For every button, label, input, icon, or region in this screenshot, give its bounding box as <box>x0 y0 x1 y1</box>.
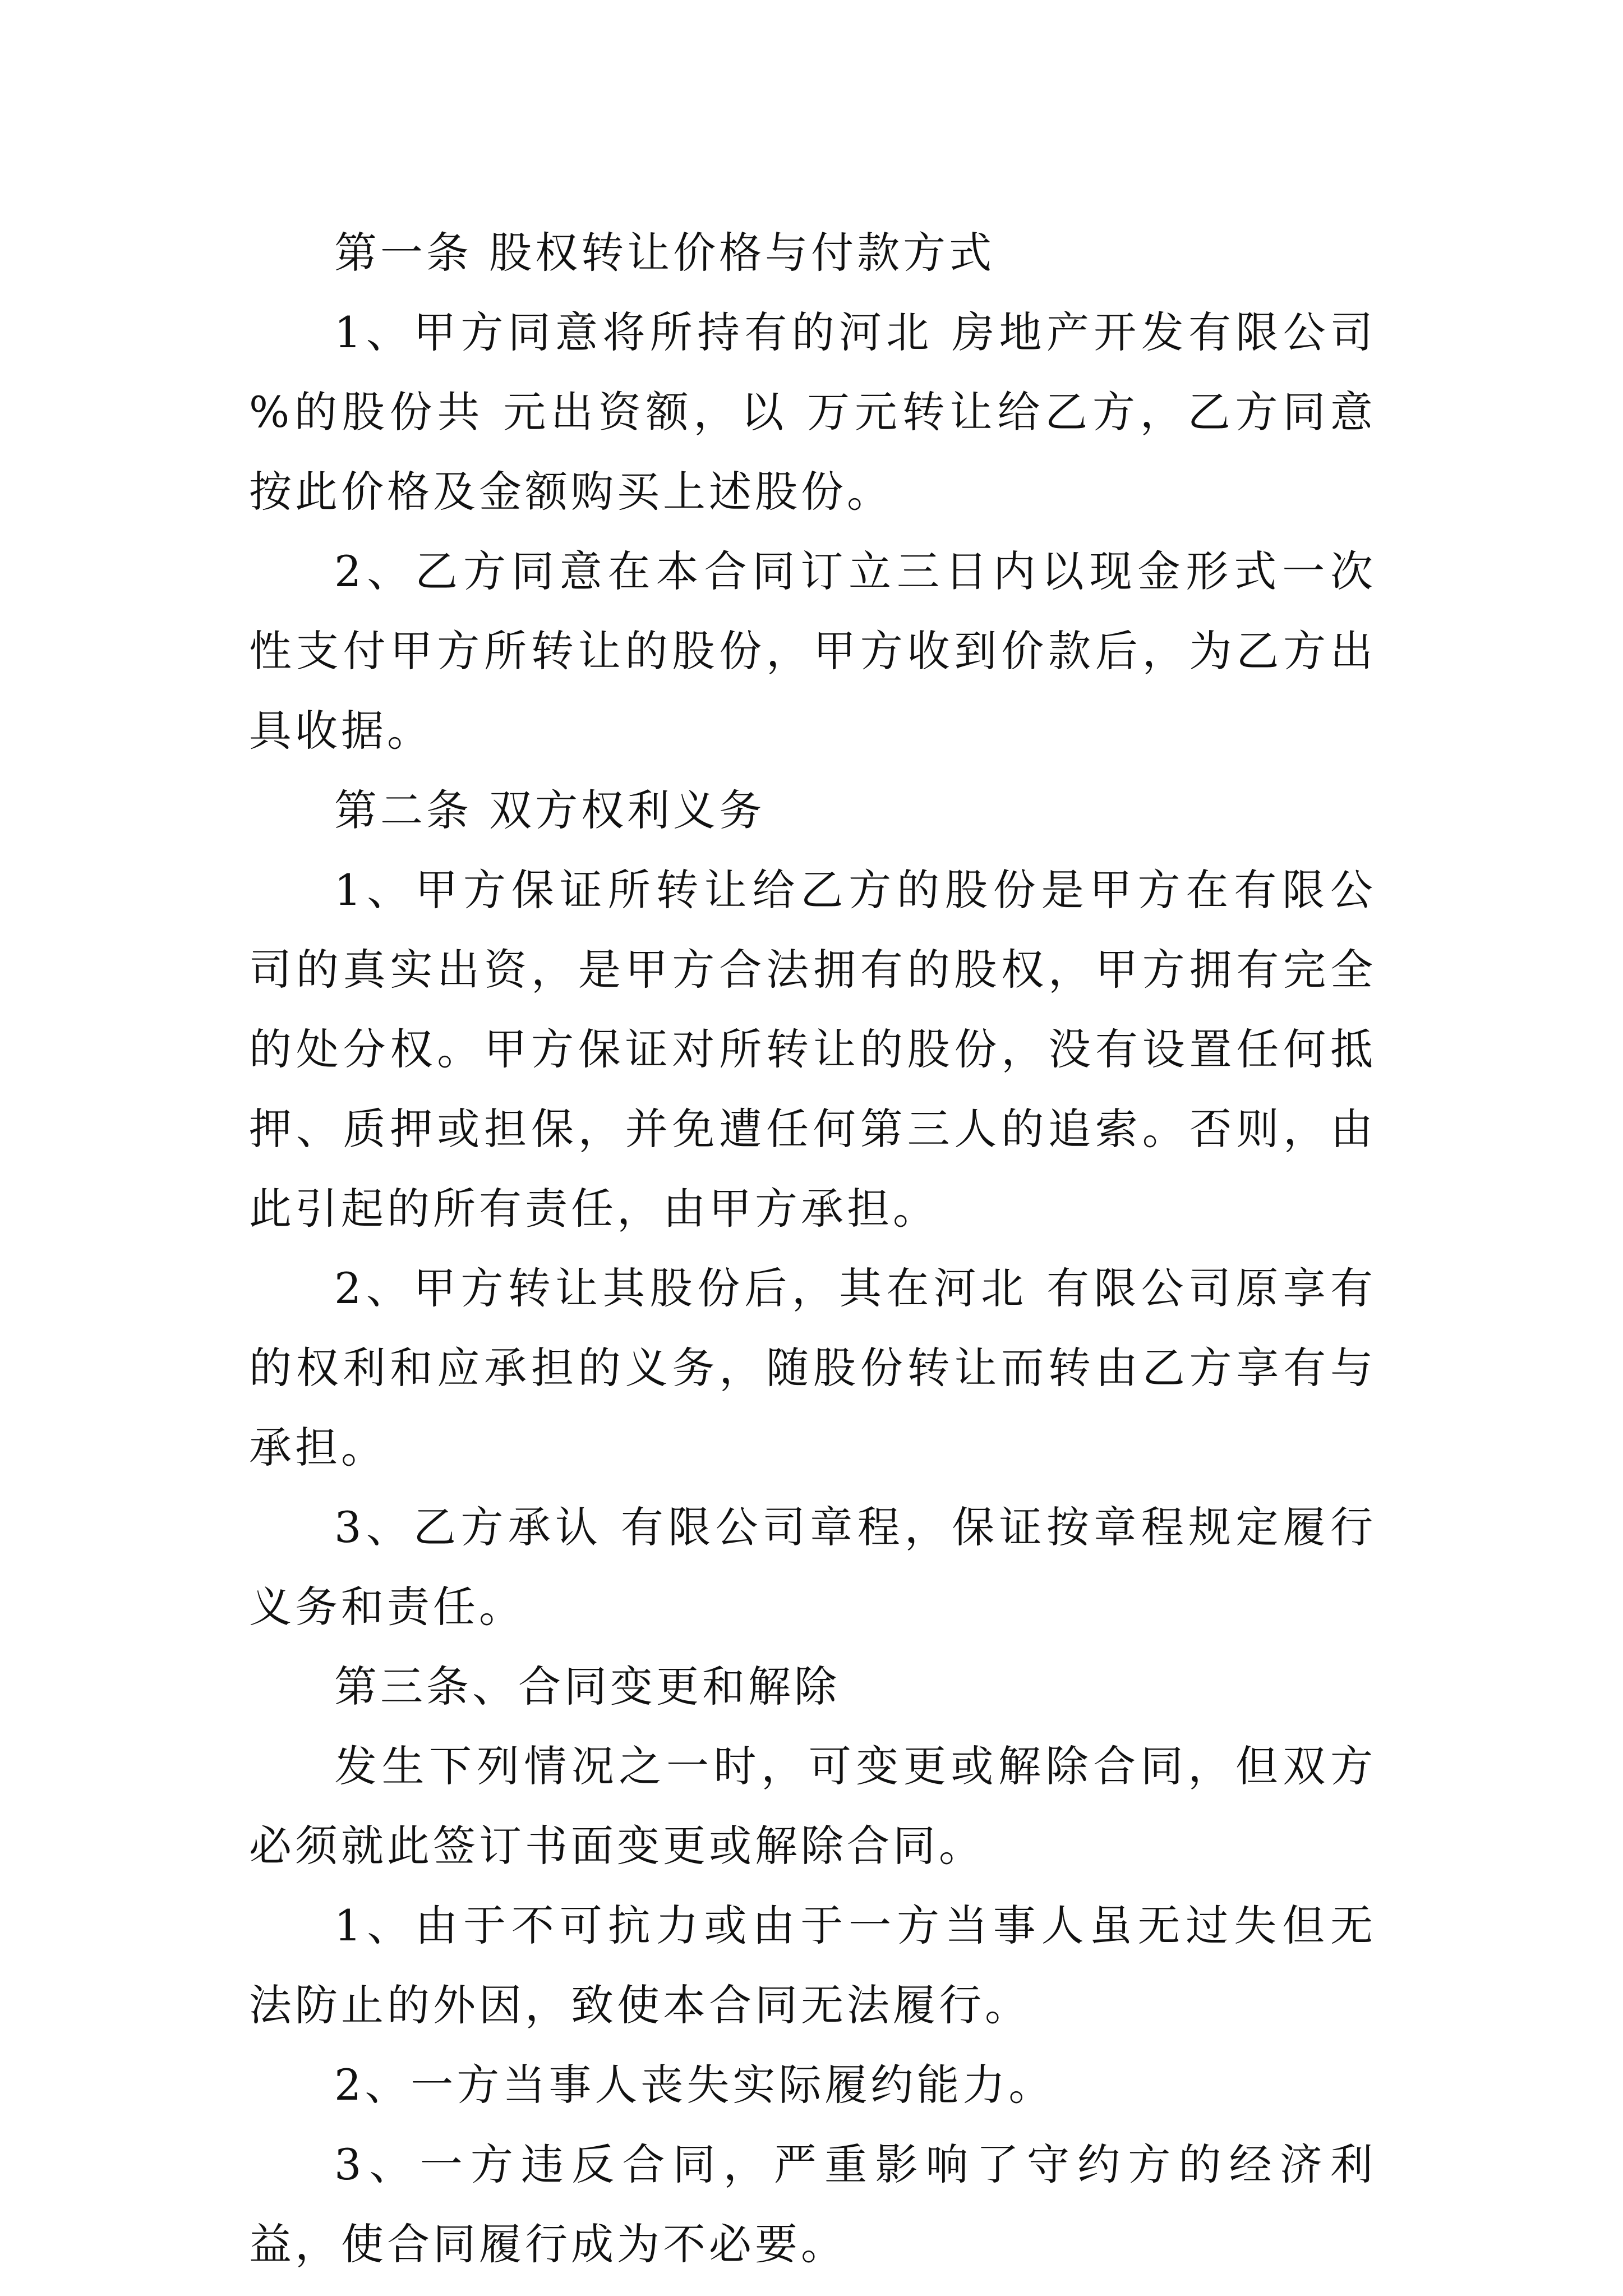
article-2-clause-3: 3、乙方承认 有限公司章程，保证按章程规定履行义务和责任。 <box>249 1502 1376 1632</box>
article-3-clause-3: 3、一方违反合同，严重影响了守约方的经济利益，使合同履行成为不必要。 <box>249 2139 1376 2269</box>
article-1-heading: 第一条 股权转让价格与付款方式 <box>334 228 995 278</box>
article-1-clause-2: 2、乙方同意在本合同订立三日内以现金形式一次性支付甲方所转让的股份，甲方收到价款后，为乙方出具收据。 <box>249 546 1376 756</box>
article-3-clause-1: 1、由于不可抗力或由于一方当事人虽无过失但无法防止的外因，致使本合同无法履行。 <box>249 1901 1376 2030</box>
article-1-clause-1: 1、甲方同意将所持有的河北 房地产开发有限公司 %的股份共 元出资额，以 万元转让给乙方，乙方同意按此价格及金额购买上述股份。 <box>249 307 1376 517</box>
article-2-clause-1: 1、甲方保证所转让给乙方的股份是甲方在有限公司的真实出资，是甲方合法拥有的股权，甲方拥有完全的处分权。甲方保证对所转让的股份，没有设置任何抵押、质押或担保，并免遭任何第三人的追索。否则，由此引起的所有责任，由甲方承担。 <box>249 865 1376 1234</box>
article-3-intro: 发生下列情况之一时，可变更或解除合同，但双方必须就此签订书面变更或解除合同。 <box>249 1741 1376 1871</box>
article-2-clause-2: 2、甲方转让其股份后，其在河北 有限公司原享有的权利和应承担的义务，随股份转让而转由乙方享有与承担。 <box>249 1263 1376 1473</box>
article-3-heading: 第三条、合同变更和解除 <box>334 1662 840 1711</box>
article-3-clause-2: 2、一方当事人丧失实际履约能力。 <box>334 2060 1055 2110</box>
article-2-heading: 第二条 双方权利义务 <box>334 785 766 835</box>
document-body <box>249 213 1376 2284</box>
